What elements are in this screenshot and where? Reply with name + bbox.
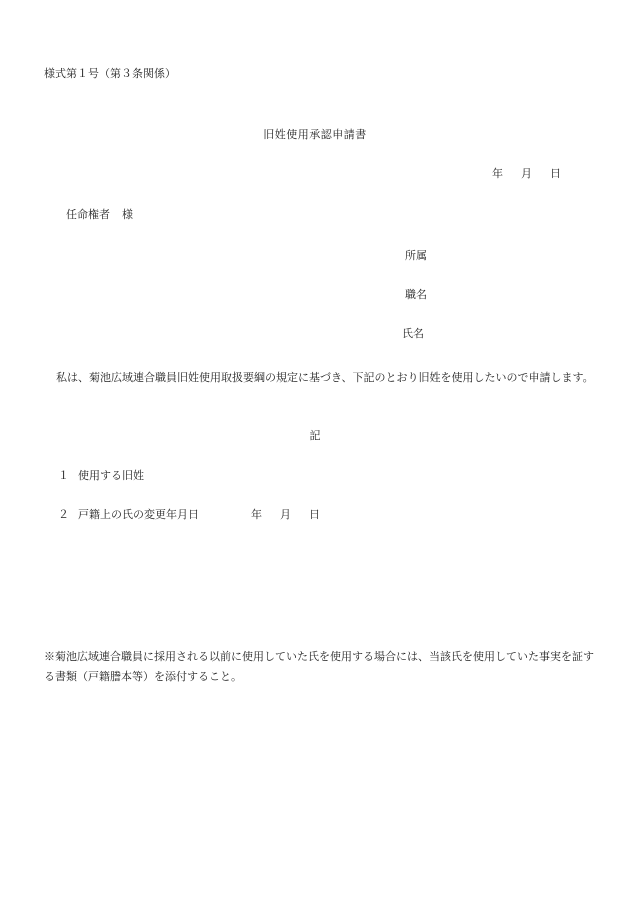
form-number: 様式第１号（第３条関係）	[44, 67, 176, 80]
item-former-surname	[58, 470, 144, 481]
change-day-label: 日	[309, 508, 320, 521]
application-date	[492, 168, 561, 179]
date-month-label: 月	[521, 167, 532, 180]
job-title-label: 職名	[405, 288, 427, 301]
attachment-note: ※菊池広域連合職員に採用される以前に使用していた氏を使用する場合には、当該氏を使用していた事実を証する書類（戸籍謄本等）を添付すること。	[44, 650, 594, 683]
ki-heading: 記	[309, 429, 321, 442]
addressee-honorific: 様	[122, 208, 133, 221]
addressee	[66, 209, 133, 220]
name-label: 氏名	[402, 327, 424, 340]
addressee-name: 任命権者	[66, 208, 110, 221]
date-year-label: 年	[492, 167, 503, 180]
document-title: 旧姓使用承認申請書	[263, 128, 367, 141]
item-surname-change-date	[58, 509, 320, 520]
change-month-label: 月	[280, 508, 291, 521]
application-statement: 私は、菊池広域連合職員旧姓使用取扱要綱の規定に基づき、下記のとおり旧姓を使用したいので申請します。	[56, 371, 594, 384]
change-year-label: 年	[251, 508, 262, 521]
item-number: １	[58, 469, 69, 482]
item-number: ２	[58, 508, 69, 521]
affiliation-label: 所属	[405, 249, 427, 262]
item-label: 使用する旧姓	[78, 469, 144, 482]
item-label: 戸籍上の氏の変更年月日	[78, 508, 199, 521]
date-day-label: 日	[550, 167, 561, 180]
change-date-fields	[251, 508, 320, 521]
